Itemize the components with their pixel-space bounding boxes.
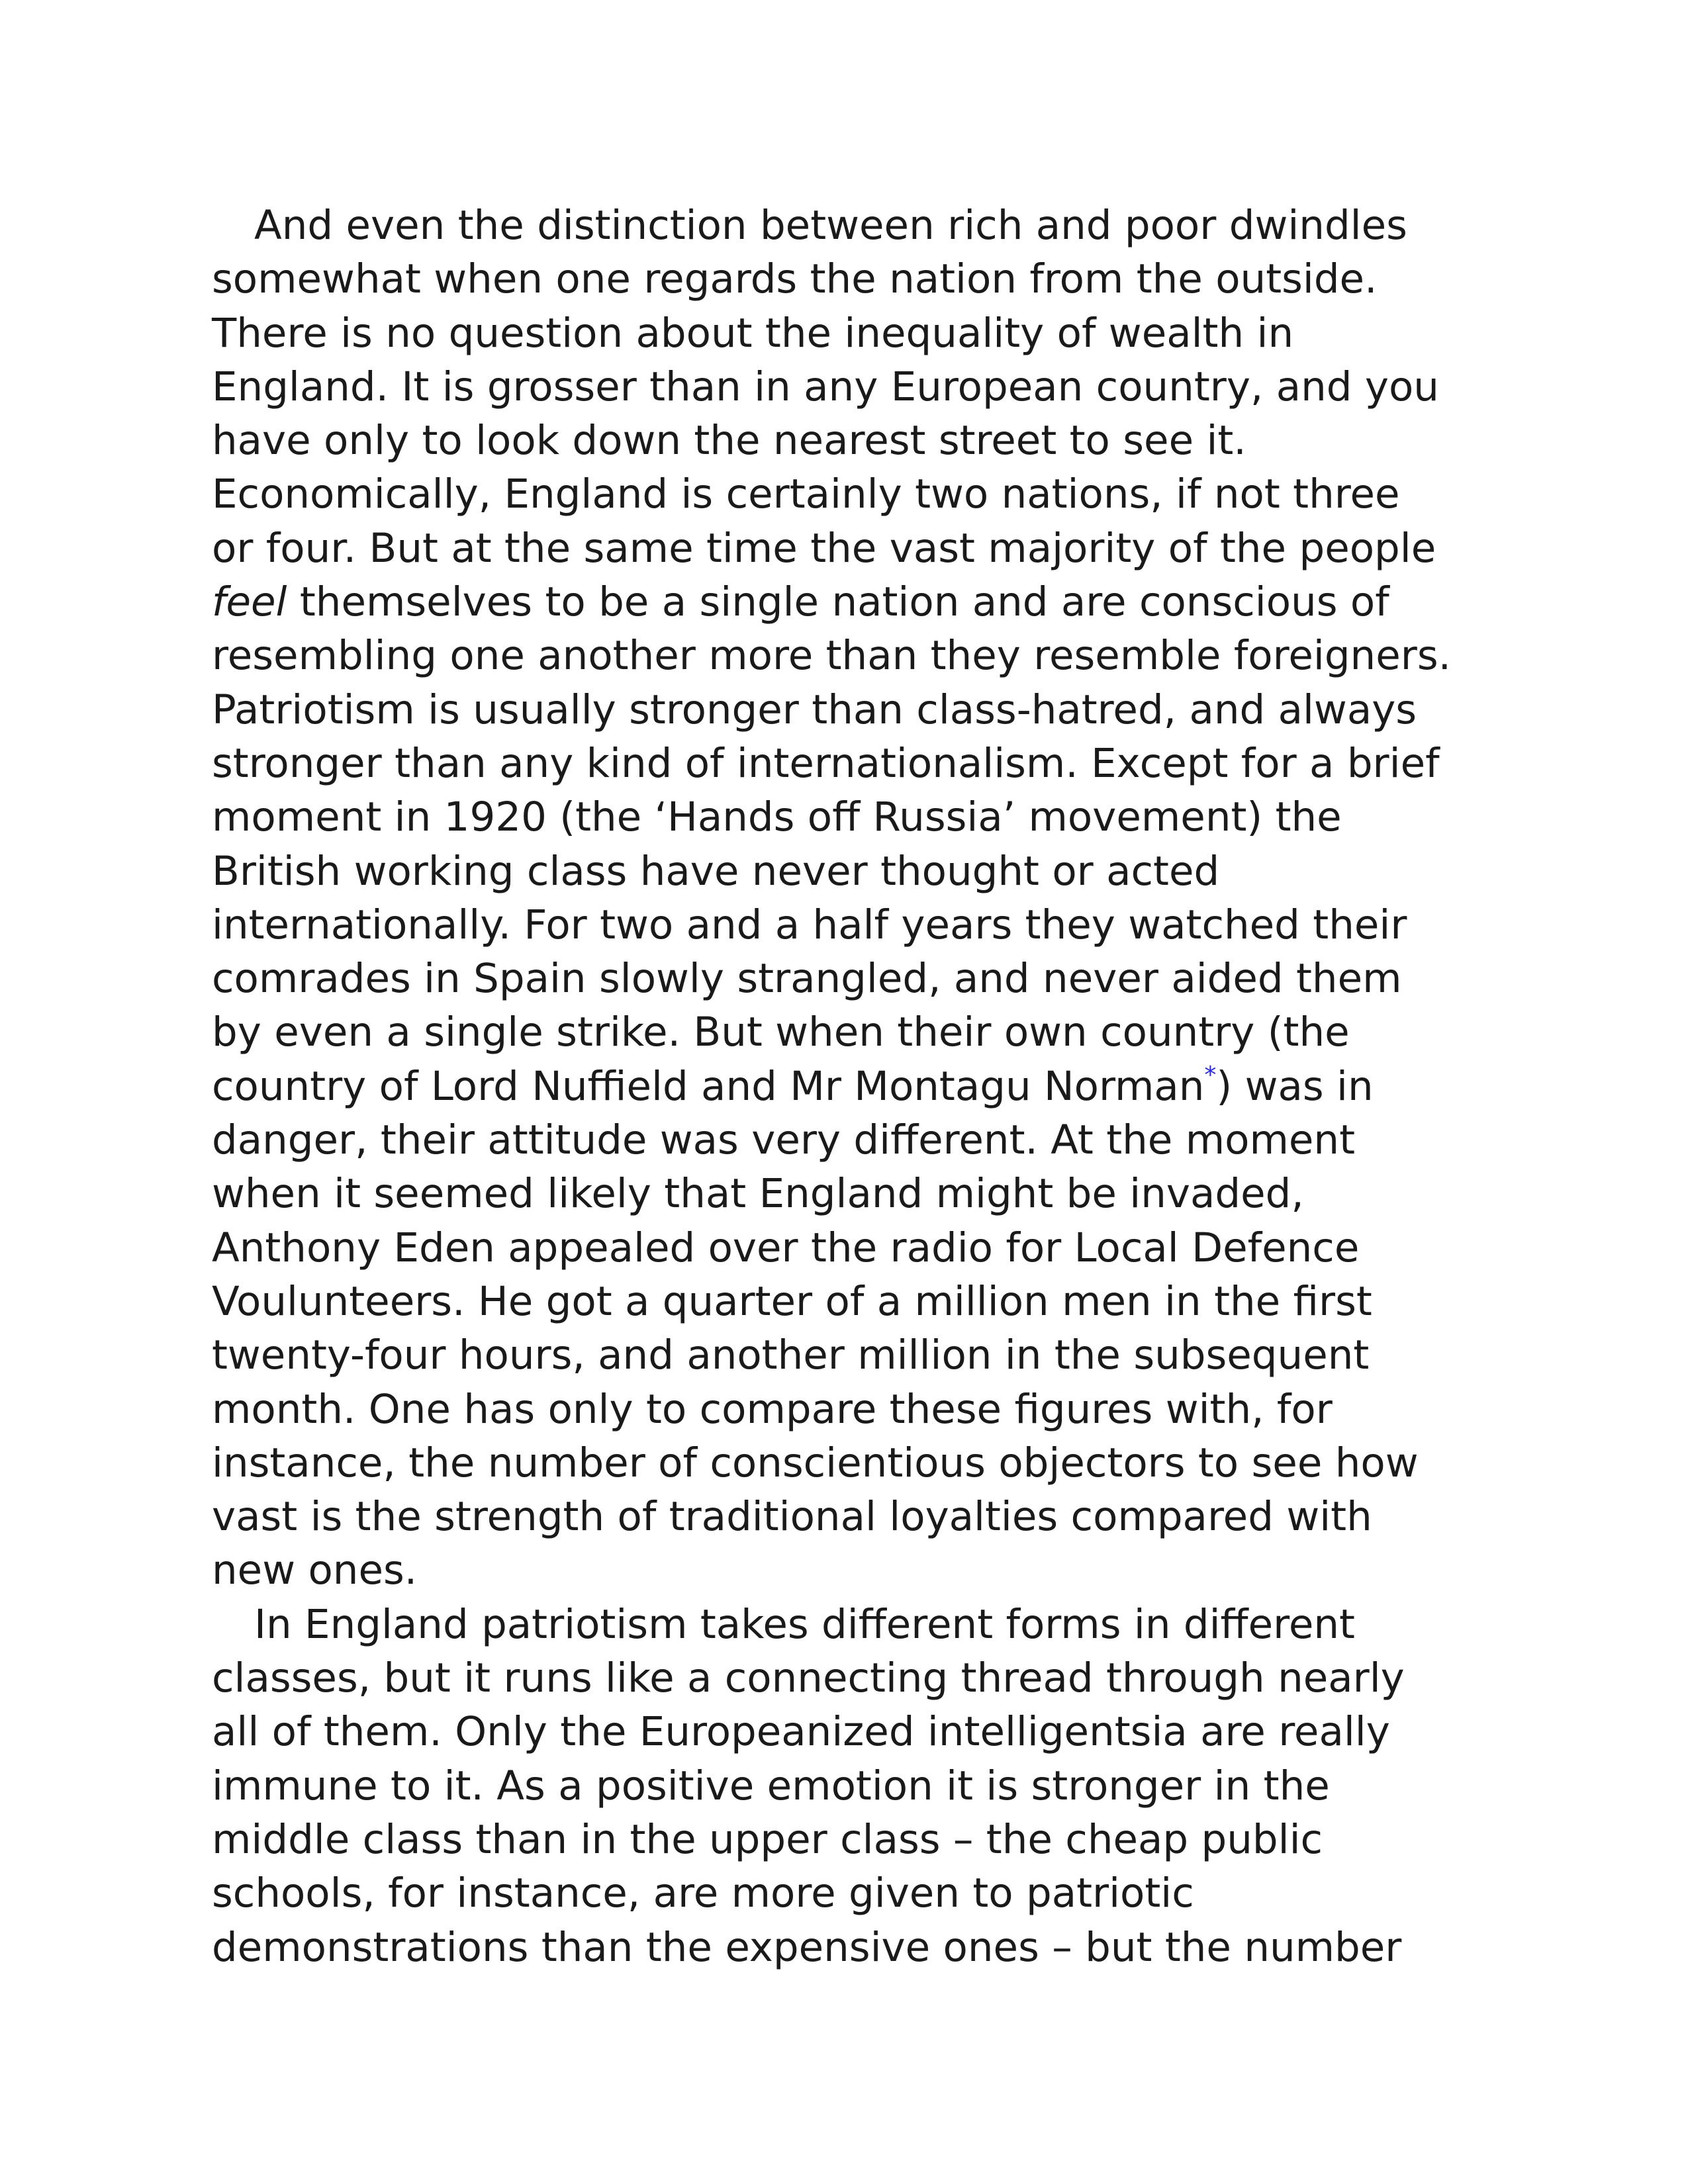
text-line: instance, the number of conscientious objectors to see how (212, 1439, 1419, 1486)
text-line: Voulunteers. He got a quarter of a million men in the first (212, 1277, 1372, 1325)
text-line: twenty-four hours, and another million in the subsequent (212, 1332, 1370, 1379)
text-line: British working class have never thought or acted (212, 847, 1220, 895)
text-line: middle class than in the upper class – the cheap public (212, 1815, 1323, 1863)
text-line: Anthony Eden appealed over the radio for Local Defence (212, 1224, 1360, 1271)
text-line: Economically, England is certainly two nations, if not three (212, 471, 1400, 518)
body-text (212, 199, 1483, 1974)
text-line: by even a single strike. But when their own country (the (212, 1009, 1350, 1056)
text-line: immune to it. As a positive emotion it is stronger in the (212, 1762, 1330, 1809)
text-line: all of them. Only the Europeanized intelligentsia are really (212, 1708, 1390, 1756)
text-line: Patriotism is usually stronger than class-hatred, and always (212, 686, 1417, 733)
italic-word: feel (212, 578, 287, 626)
text-line: There is no question about the inequality of wealth in (212, 309, 1294, 357)
text-line: comrades in Spain slowly strangled, and never aided them (212, 955, 1402, 1003)
text-line: or four. But at the same time the vast majority of the people (212, 524, 1436, 572)
text-line: vast is the strength of traditional loyalties compared with (212, 1493, 1372, 1541)
text-line: stronger than any kind of internationalism. Except for a brief (212, 739, 1440, 787)
text-line: And even the distinction between rich and poor dwindles (254, 202, 1407, 249)
text-line: month. One has only to compare these figures with, for (212, 1385, 1333, 1433)
text-line: demonstrations than the expensive ones – but the number (212, 1923, 1402, 1971)
text-line: internationally. For two and a half years they watched their (212, 901, 1407, 948)
text-segment: themselves to be a single nation and are conscious of (287, 578, 1389, 626)
text-line: resembling one another more than they resemble foreigners. (212, 632, 1451, 680)
text-segment: country of Lord Nuffield and Mr Montagu Norman (212, 1062, 1205, 1110)
text-line: danger, their attitude was very different. At the moment (212, 1116, 1356, 1164)
footnote-link[interactable]: * (1204, 1061, 1217, 1089)
text-line: England. It is grosser than in any European country, and you (212, 363, 1439, 410)
text-line: In England patriotism takes different forms in different (254, 1600, 1355, 1648)
text-line: have only to look down the nearest street to see it. (212, 417, 1246, 465)
text-line: new ones. (212, 1547, 418, 1594)
text-line (212, 1060, 1483, 1113)
text-line: schools, for instance, are more given to patriotic (212, 1870, 1194, 1917)
text-line: somewhat when one regards the nation from the outside. (212, 255, 1378, 303)
text-line: moment in 1920 (the ‘Hands off Russia’ movement) the (212, 794, 1342, 841)
text-line: classes, but it runs like a connecting thread through nearly (212, 1655, 1405, 1702)
text-segment: ) was in (1216, 1062, 1374, 1110)
text-line (212, 575, 1483, 629)
text-line: when it seemed likely that England might be invaded, (212, 1170, 1304, 1218)
